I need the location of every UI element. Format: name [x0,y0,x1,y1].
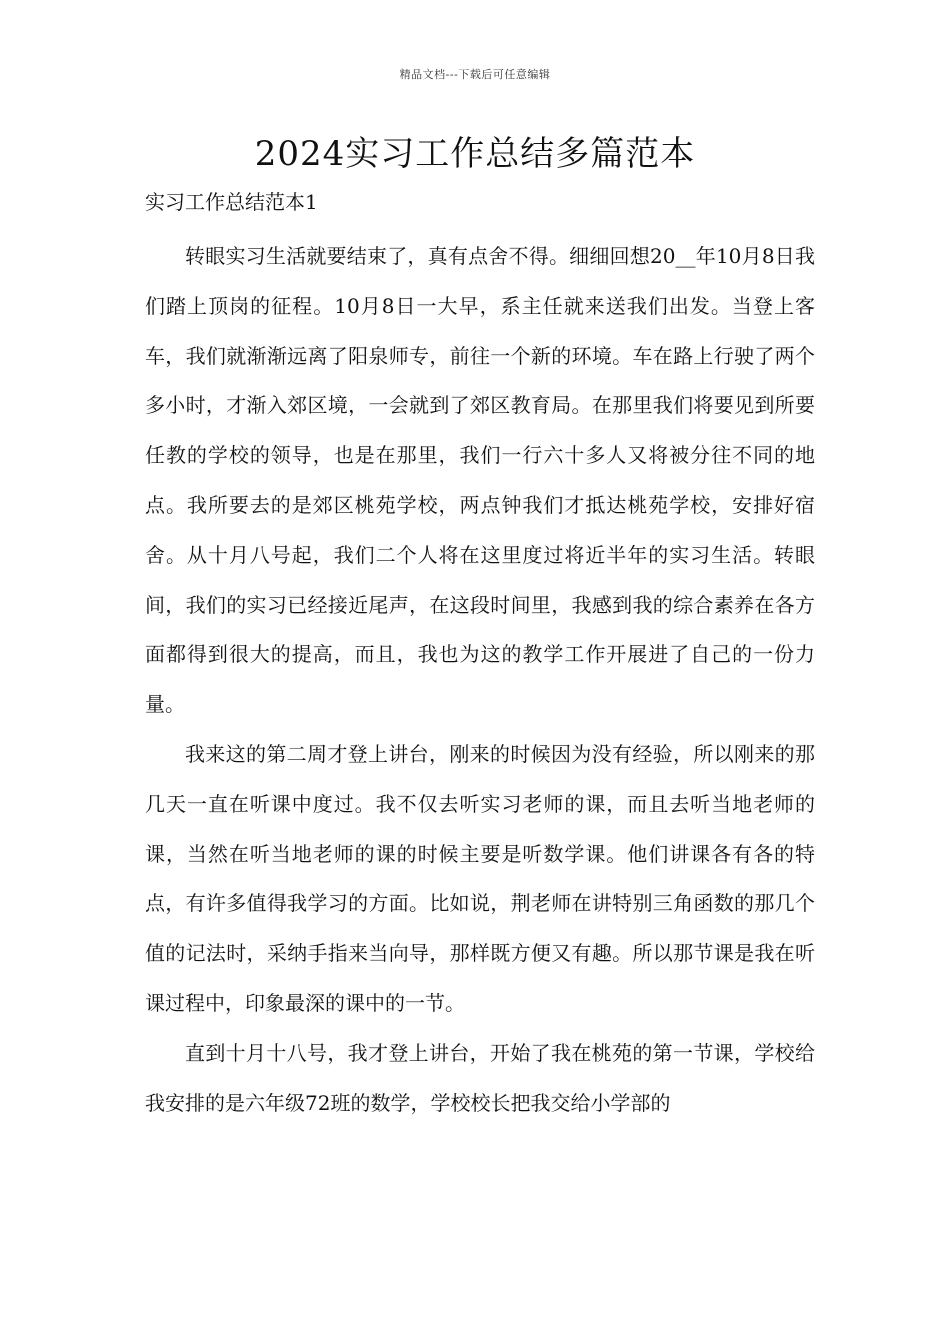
paragraph-1: 转眼实习生活就要结束了，真有点舍不得。细细回想20__年10月8日我们踏上顶岗的征程。10月8日一大早，系主任就来送我们出发。当登上客车，我们就渐渐远离了阳泉师专，前往一个新的环境。车在路上行驶了两个多小时，才渐入郊区境，一会就到了郊区教育局。在那里我们将要见到所要任教的学校的领导，也是在那里，我们一行六十多人又将被分往不同的地点。我所要去的是郊区桃苑学校，两点钟我们才抵达桃苑学校，安排好宿舍。从十月八号起，我们二个人将在这里度过将近半年的实习生活。转眼间，我们的实习已经接近尾声，在这段时间里，我感到我的综合素养在各方面都得到很大的提高，而且，我也为这的教学工作开展进了自己的一份力量。 [145,244,815,717]
paragraph-3: 直到十月十八号，我才登上讲台，开始了我在桃苑的第一节课，学校给我安排的是六年级72班的数学，学校校长把我交给小学部的 [145,1040,815,1115]
document-title: 2024实习工作总结多篇范本 [254,134,696,174]
body-text [145,232,815,1128]
section-heading: 实习工作总结范本1 [145,190,318,214]
paragraph-2: 我来这的第二周才登上讲台，刚来的时候因为没有经验，所以刚来的那几天一直在听课中度过。我不仅去听实习老师的课，而且去听当地老师的课，当然在听当地老师的课的时候主要是听数学课。他们讲课各有各的特点，有许多值得我学习的方面。比如说，荆老师在讲特别三角函数的那几个值的记法时，采纳手指来当向导，那样既方便又有趣。所以那节课是我在听课过程中，印象最深的课中的一节。 [145,741,815,1015]
header-note: 精品文档---下载后可任意编辑 [399,68,551,81]
